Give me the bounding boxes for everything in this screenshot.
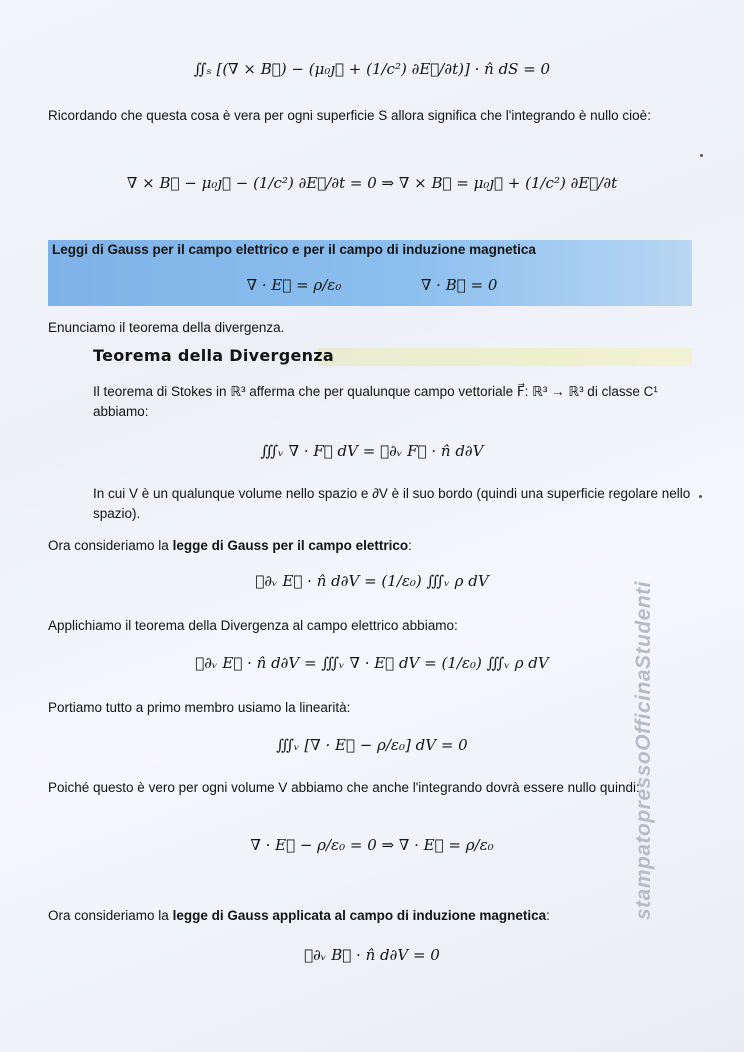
paragraph-gauss-magnetic — [48, 906, 550, 926]
equation-gauss-electric-integral: ∯∂ᵥ E⃗ · n̂ d∂V = (1/ε₀) ∭ᵥ ρ dV — [255, 572, 489, 590]
gauss-laws-title: Leggi di Gauss per il campo elettrico e per il campo di induzione magnetica — [52, 242, 536, 257]
paragraph-intro-divergence: Enunciamo il teorema della divergenza. — [48, 320, 285, 335]
text-normal: : — [408, 538, 412, 553]
paragraph-volume-boundary: In cui V è un qualunque volume nello spazio e ∂V è il suo bordo (quindi una superficie regolare nello spazio). — [93, 486, 691, 521]
text-bold: legge di Gauss per il campo elettrico — [172, 538, 409, 553]
section-title-highlight — [318, 348, 692, 366]
equation-linearity: ∭ᵥ [∇ · E⃗ − ρ/ε₀] dV = 0 — [276, 736, 468, 754]
gauss-laws-equations — [0, 276, 744, 294]
paragraph-apply-divergence: Applichiamo il teorema della Divergenza al campo elettrico abbiamo: — [48, 618, 458, 633]
paragraph-linearity: Portiamo tutto a primo membro usiamo la linearità: — [48, 700, 351, 715]
paragraph-stokes: Il teorema di Stokes in ℝ³ afferma che per qualunque campo vettoriale F⃗: ℝ³ → ℝ³ di classe C¹ abbiamo: — [93, 384, 658, 419]
text-normal: Ora consideriamo la — [48, 538, 173, 553]
text-bold: legge di Gauss applicata al campo di induzione magnetica — [172, 908, 547, 923]
equation-gauss-electric-local: ∇ · E⃗ − ρ/ε₀ = 0 ⇒ ∇ · E⃗ = ρ/ε₀ — [250, 836, 494, 854]
gauss-electric-equation: ∇ · E⃗ = ρ/ε₀ — [246, 276, 342, 294]
section-title: Teorema della Divergenza — [93, 346, 334, 365]
specks — [700, 154, 703, 157]
specks — [699, 495, 702, 498]
paragraph-integrand-null: Ricordando che questa cosa è vera per ogni superficie S allora significa che l'integrando è nullo cioè: — [48, 108, 651, 123]
equation-apply-divergence: ∯∂ᵥ E⃗ · n̂ d∂V = ∭ᵥ ∇ · E⃗ dV = (1/ε₀) ∭ᵥ ρ dV — [195, 654, 549, 672]
watermark: stampatopressoOfficinaStudenti — [632, 580, 655, 920]
paragraph-gauss-electric — [48, 536, 412, 556]
gauss-magnetic-equation: ∇ · B⃗ = 0 — [420, 276, 498, 294]
equation-gauss-magnetic-integral: ∯∂ᵥ B⃗ · n̂ d∂V = 0 — [304, 946, 440, 964]
equation-ampere-maxwell: ∇ × B⃗ − μ₀ȷ⃗ − (1/c²) ∂E⃗/∂t = 0 ⇒ ∇ × B⃗ = μ₀ȷ⃗ + (1/c²) ∂E⃗/∂t — [126, 174, 618, 192]
paragraph-integrand-zero: Poiché questo è vero per ogni volume V abbiamo che anche l'integrando dovrà essere nullo quindi: — [48, 780, 640, 795]
text-normal: Ora consideriamo la — [48, 908, 173, 923]
equation-divergence-theorem: ∭ᵥ ∇ · F⃗ dV = ∯∂ᵥ F⃗ · n̂ d∂V — [260, 442, 484, 460]
text-normal: : — [546, 908, 550, 923]
equation-surface-integral: ∬ₛ [(∇ × B⃗) − (μ₀ȷ⃗ + (1/c²) ∂E⃗/∂t)] · n̂ dS = 0 — [193, 60, 551, 78]
